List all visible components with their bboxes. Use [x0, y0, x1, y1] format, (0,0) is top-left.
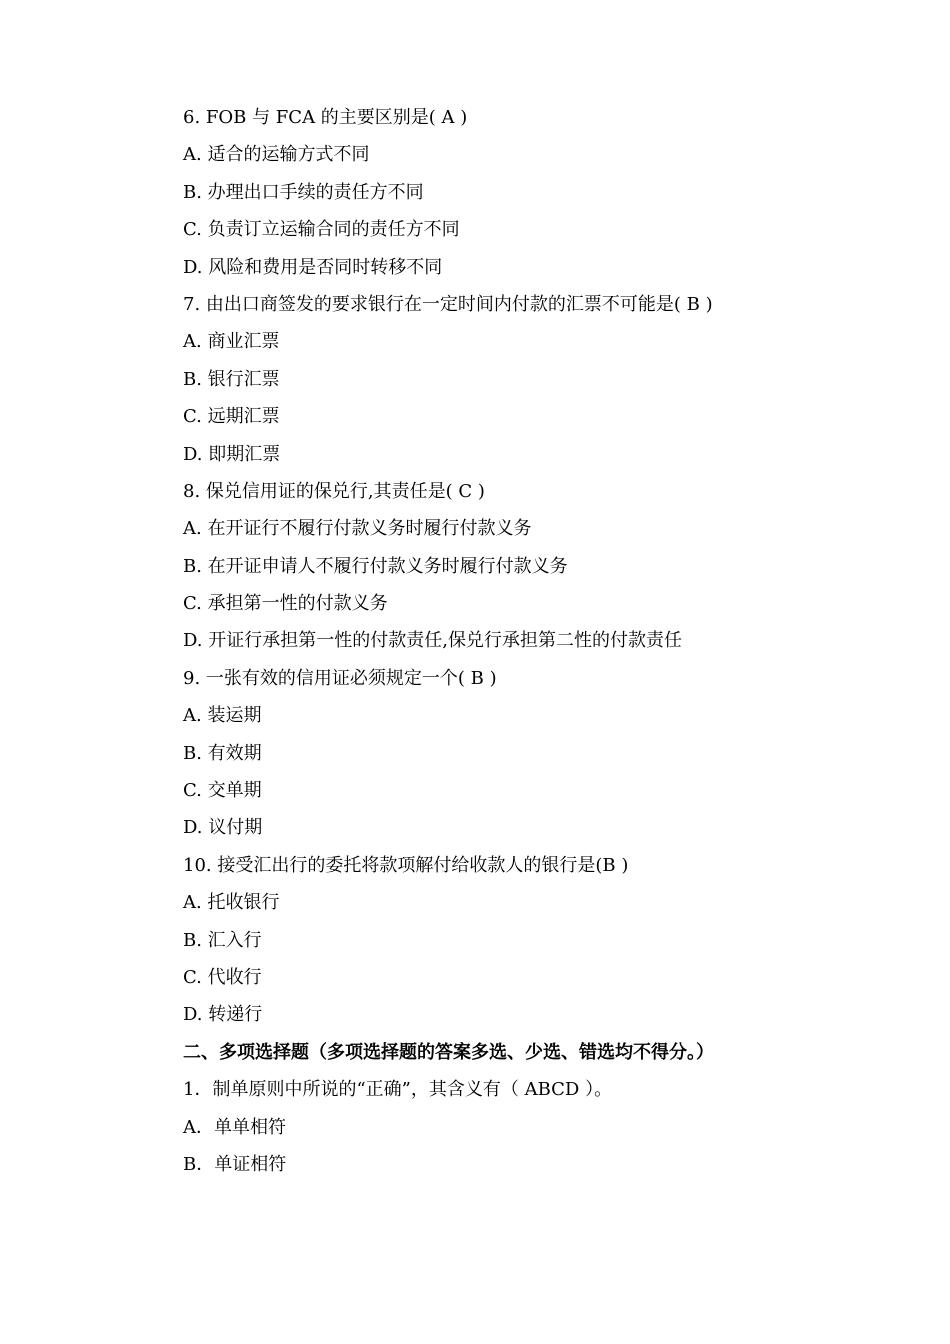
q10-option-c: C. 代收行: [183, 966, 262, 988]
q7-option-b: B. 银行汇票: [183, 368, 280, 390]
q6-option-d: D. 风险和费用是否同时转移不同: [183, 256, 443, 278]
mc-question-1: 1．制单原则中所说的“正确”，其含义有（ ABCD ）。: [183, 1079, 613, 1101]
question-9: 9. 一张有效的信用证必须规定一个( B ): [183, 667, 497, 689]
question-10: 10. 接受汇出行的委托将款项解付给收款人的银行是(B ): [183, 854, 629, 876]
q10-option-b: B. 汇入行: [183, 929, 262, 951]
q10-option-d: D. 转递行: [183, 1004, 263, 1026]
q6-option-a: A. 适合的运输方式不同: [183, 144, 370, 166]
mc-q1-option-b: B．单证相符: [183, 1153, 287, 1175]
q8-option-a: A. 在开证行不履行付款义务时履行付款义务: [183, 518, 532, 540]
q7-option-a: A. 商业汇票: [183, 331, 280, 353]
question-6: 6. FOB 与 FCA 的主要区别是( A ): [183, 107, 468, 128]
q8-option-b: B. 在开证申请人不履行付款义务时履行付款义务: [183, 555, 568, 577]
q7-option-c: C. 远期汇票: [183, 406, 280, 428]
question-8: 8. 保兑信用证的保兑行,其责任是( C ): [183, 480, 485, 502]
q9-option-d: D. 议付期: [183, 817, 263, 839]
section-heading-multiple-choice: 二、多项选择题（多项选择题的答案多选、少选、错选均不得分。）: [183, 1041, 714, 1063]
q6-option-b: B. 办理出口手续的责任方不同: [183, 181, 424, 203]
q8-option-c: C. 承担第一性的付款义务: [183, 593, 388, 615]
q10-option-a: A. 托收银行: [183, 892, 280, 914]
q6-option-c: C. 负责订立运输合同的责任方不同: [183, 219, 460, 241]
q9-option-b: B. 有效期: [183, 742, 262, 764]
document-body: [183, 99, 883, 1183]
question-7: 7. 由出口商签发的要求银行在一定时间内付款的汇票不可能是( B ): [183, 293, 713, 315]
mc-q1-option-a: A．单单相符: [183, 1116, 286, 1138]
q8-option-d: D. 开证行承担第一性的付款责任,保兑行承担第二性的付款责任: [183, 630, 682, 652]
q9-option-c: C. 交单期: [183, 780, 262, 802]
q7-option-d: D. 即期汇票: [183, 443, 281, 465]
q9-option-a: A. 装运期: [183, 705, 262, 727]
